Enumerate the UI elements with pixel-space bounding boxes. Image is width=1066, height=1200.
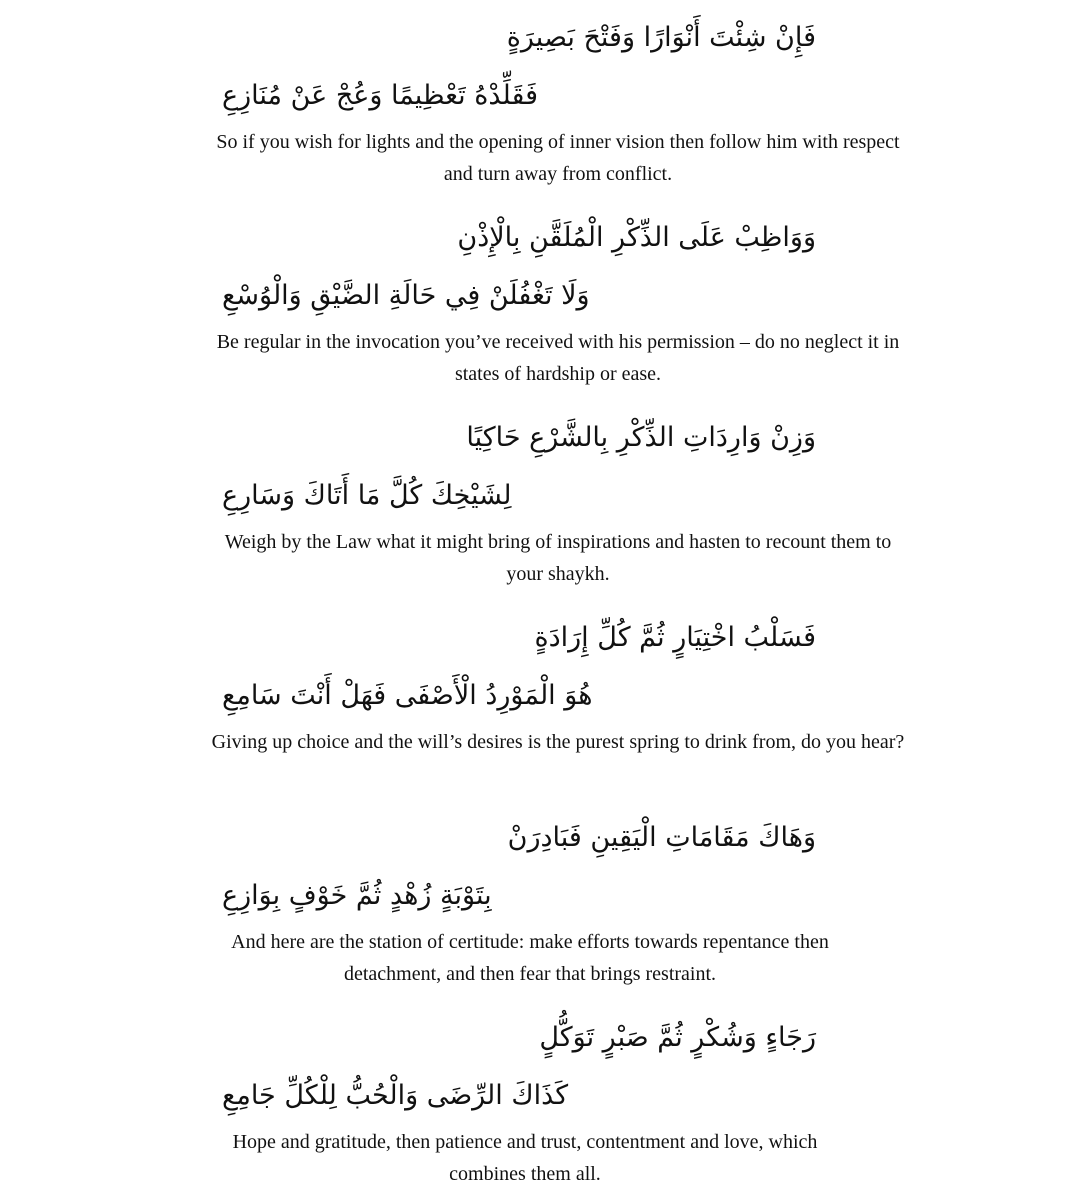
arabic-verse-second-hemistich: كَذَاكَ الرِّضَى وَالْحُبُّ لِلْكُلِّ جَامِعِ (222, 1080, 569, 1111)
arabic-verse-first-hemistich: وَوَاظِبْ عَلَى الذِّكْرِ الْمُلَقَّنِ بِالْإِذْنِ (457, 222, 816, 253)
arabic-verse-second-hemistich: بِتَوْبَةٍ زُهْدٍ ثُمَّ خَوْفٍ بِوَازِعِ (222, 880, 492, 911)
english-translation: Giving up choice and the will’s desires is the purest spring to drink from, do you hear? (211, 731, 905, 753)
arabic-verse-first-hemistich: وَزِنْ وَارِدَاتِ الذِّكْرِ بِالشَّرْعِ حَاكِيًا (466, 422, 816, 453)
arabic-verse-first-hemistich: وَهَاكَ مَقَامَاتِ الْيَقِينِ فَبَادِرَنْ (507, 822, 816, 853)
arabic-verse-second-hemistich: وَلَا تَغْفُلَنْ فِي حَالَةِ الضَّيْقِ وَالْوُسْعِ (222, 280, 590, 311)
english-translation: Be regular in the invocation you’ve received with his permission – do no neglect it in states of hardship or ease. (216, 331, 900, 385)
english-translation: Hope and gratitude, then patience and trust, contentment and love, which combines them all. (232, 1131, 818, 1185)
arabic-verse-first-hemistich: فَسَلْبُ اخْتِيَارٍ ثُمَّ كُلِّ إِرَادَةٍ (534, 622, 816, 653)
english-translation: And here are the station of certitude: make efforts towards repentance then detachment, and then fear that brings restraint. (231, 931, 829, 985)
arabic-verse-first-hemistich: فَإِنْ شِئْتَ أَنْوَارًا وَفَتْحَ بَصِيرَةٍ (506, 22, 816, 53)
arabic-verse-second-hemistich: فَقَلِّدْهُ تَعْظِيمًا وَعُجْ عَنْ مُنَازِعِ (222, 80, 539, 111)
english-translation: Weigh by the Law what it might bring of inspirations and hasten to recount them to your shaykh. (224, 531, 892, 585)
arabic-verse-first-hemistich: رَجَاءٍ وَشُكْرٍ ثُمَّ صَبْرٍ تَوَكُّلٍ (539, 1022, 816, 1053)
arabic-verse-second-hemistich: هُوَ الْمَوْرِدُ الْأَصْفَى فَهَلْ أَنْتَ سَامِعِ (222, 680, 593, 711)
arabic-verse-second-hemistich: لِشَيْخِكَ كُلَّ مَا أَتَاكَ وَسَارِعِ (222, 480, 512, 511)
english-translation: So if you wish for lights and the opening of inner vision then follow him with respect and turn away from conflict. (216, 131, 900, 185)
